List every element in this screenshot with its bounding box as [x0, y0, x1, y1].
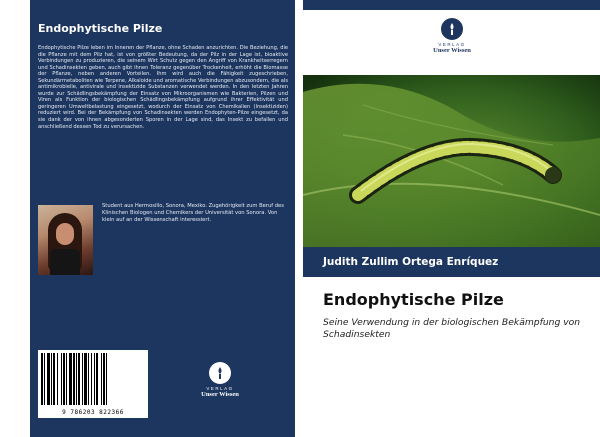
publisher-verlag-label: VERLAG: [206, 386, 234, 391]
publisher-name: Unser Wissen: [433, 47, 471, 54]
torch-icon: [209, 362, 231, 384]
barcode-bars: [41, 353, 145, 405]
isbn-barcode: [38, 350, 148, 418]
front-top-strip: [303, 0, 600, 10]
book-title: Endophytische Pilze: [323, 290, 504, 309]
caterpillar-photo: [303, 75, 600, 247]
publisher-name: Unser Wissen: [201, 391, 239, 398]
back-cover: [30, 0, 295, 437]
back-cover-title: Endophytische Pilze: [38, 22, 163, 35]
front-publisher-logo: [426, 18, 478, 54]
isbn-number: 9 786203 822366: [62, 409, 124, 416]
torch-icon: [441, 18, 463, 40]
spine-gap: [295, 0, 303, 437]
book-subtitle: Seine Verwendung in der biologischen Bekämpfung von Schadinsekten: [323, 317, 581, 340]
publisher-verlag-label: VERLAG: [438, 42, 466, 47]
back-cover-description: Endophytische Pilze leben im Inneren der Pflanze, ohne Schaden anzurichten. Die Beziehung, die die Pflanze mit dem Pilz hat, ist von größter Bedeutung, da der Pilz in der Lage ist, bioaktive Verbindungen zu produzieren, die seinem Wirt Schutz gegen den Angriff von Krankheitserregern und Schadinsekten geben, auch gibt ihnen Toleranz gegenüber Trockenheit, erhöht die Biomasse der Pflanze, neben anderen Vorteilen. Ihm wird auch die Fähigkeit zugeschrieben, Sekundärmetaboliten wie Terpene, Alkaloide und aromatische Verbindungen abzusondern, die als antimikrobielle, antivirale und insektizide Substanzen verwendet werden. In den letzten Jahren wurde zur Schädlingsbekämpfung der Einsatz von Mikroorganismen wie Bakterien, Pilzen und Viren als Funktion der biologischen Schädlingsbekämpfung aufgrund ihrer Effektivität und geringeren Umweltbelastung eingesetzt, wodurch der Einsatz von Chemikalien (Insektiziden) reduziert wird. Bei der Bekämpfung von Schadinsekten werden Endophyten-Pilze eingesetzt, da sie dank der von ihnen abgesonderten Sporen in der Lage sind, das Insekt zu befallen und anschließend dessen Tod zu verursachen.: [38, 45, 288, 130]
author-band: [303, 247, 600, 277]
author-name: Judith Zullim Ortega Enríquez: [323, 256, 499, 268]
author-bio: Student aus Hermosillo, Sonora, Mexiko. Zugehörigkeit zum Beruf des Klinischen Biologen und Chemikers der Universität von Sonora. Von klein auf an der Wissenschaft interessiert.: [102, 203, 284, 223]
barcode-bar: [107, 353, 109, 405]
author-photo: [38, 205, 93, 275]
front-cover: [303, 0, 600, 437]
front-top-area: [303, 0, 600, 75]
back-publisher-logo: [200, 362, 240, 398]
